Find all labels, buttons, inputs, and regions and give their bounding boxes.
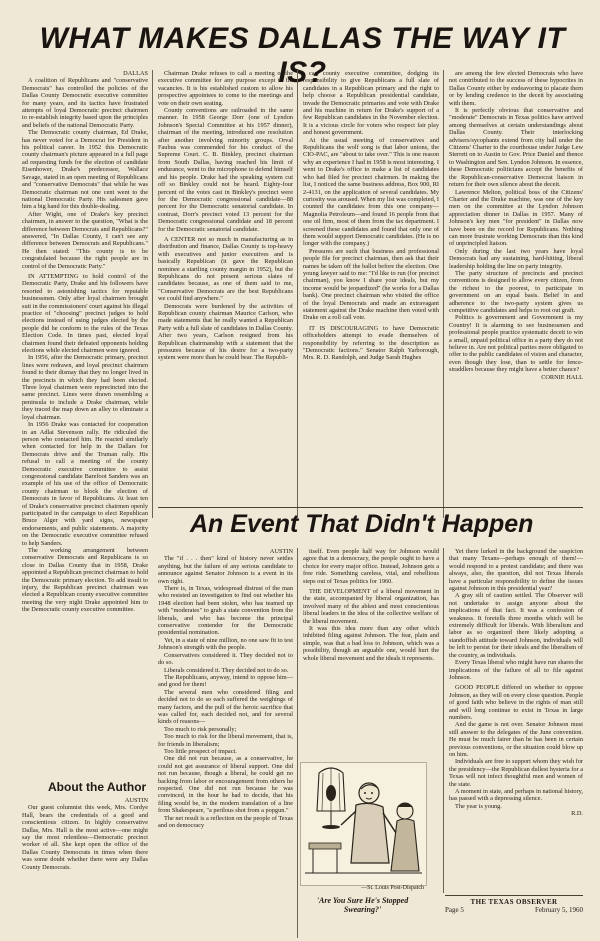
about-author-box [22, 797, 148, 937]
article1-column3 [303, 70, 439, 510]
article2-paragraph: THE DEVELOPMENT of a liberal movement in the state, accompanied by liberal organization, has involved many of the ablest and most conscientious liberal leaders in the idea of the collective welfare of the liberal movement. [303, 588, 439, 625]
article2-paragraph: The "if . . . then" kind of history never settles anything, but the failure of any serious candidate to announce against Senator Johnson is a event in its own right. [158, 555, 293, 585]
article1-paragraph: IN ATTEMPTING to hold control of the Democratic Party, Drake and his followers have resorted to astonishing tactics for reputable businessmen. Only after loyal chairmen brought suit in the commissioners' court against his illegal practice of "choosing" precinct judges to hold elections instead of using judges elected by the people did he conform to the rules of the Texas Election Code. In times past, elected loyal chairmen found their defeated opponents holding elections while elected chairmen were ignored. [22, 272, 148, 355]
cartoon-drawing [301, 763, 426, 885]
cartoon-caption: 'Are You Sure He's Stopped Swearing?' [316, 896, 409, 914]
article1-dateline: DALLAS [123, 70, 148, 77]
article2-column2 [158, 548, 293, 936]
article2-paragraph: Yet, in a state of nine million, no one saw fit to test Johnson's strength with the people. [158, 636, 293, 652]
article1-column2 [158, 70, 293, 510]
article2-paragraph: A gray silt of caution settled. The Observer will not undertake to assign anyone about the implications of that fact. It was a confession of weakness. It foretells three months which will be extremely difficult for liberals. With liberalism and labor as so organized there likely adopting a standoffish attitude toward Johnson, individuals will be left to persist for their ideals and the liberalism of the country, as individuals. [449, 592, 583, 659]
section-divider [158, 507, 583, 508]
about-author-heading: About the Author [48, 780, 147, 794]
footer-rule [445, 895, 583, 896]
about-dateline: AUSTIN [124, 797, 148, 804]
article2-paragraph: One did not run because, as a conservative, he could not get assurance of liberal support. One did not run because, though a liberal, he could get no backing from labor or encouragement from others he respected. One did not run because he was convinced, in the hour he had to decide, that his filing would be, in the modern translation of a line from Shakespeare, "a perilous shot from a popgun." [158, 755, 293, 815]
article2-column4 [449, 548, 583, 893]
page-footer [445, 898, 583, 914]
article2-paragraph: Yet there lurked in the background the suspicion that many Texans—perhaps enough of them!—would respond to a protest candidate; and there was always, also, the question, did not Texas liberals have a particular responsibility to define the issues against Johnson in this presidential year? [449, 548, 583, 593]
article1-paragraph: IT IS DISCOURAGING to have Democratic officeholders attempt to evade themselves of responsibility by referring to the description as "Democratic factions." Senator Ralph Yarborough, Mrs. R. D. Randolph, and Judge Sarah Hughes [303, 324, 439, 362]
column-rule [443, 548, 444, 893]
about-paragraph: Our guest columnist this week, Mrs. Cordye Hall, bears the credentials of a good and conscientious citizen. In highly conservative Dallas, Mrs. Hall is the most active—one might say the most relentless—Democratic precinct worker of all. She kept open the office of the Dallas County Democrats in times when there was some doubt whether there were any Dallas County Democrats. [22, 804, 148, 871]
article1-paragraph: County conventions are railroaded in the same manner. In 1958 George Dorr (one of Lyndon Johnson's Special Committee at his 1957 dinner), chairman of the meeting, introduced one resolution after another involving minority groups. Orval Faubus was commended for his conduct of the Supreme Court. C. B. Binkley, precinct chairman from South Dallas, having reached his limit of endurance, went to the microphone to defend himself and his people. Drake had the speaking system cut off so Binkley could not be heard. Eighty-four percent of the votes cast in Binkley's precinct were for the Democratic congressional candidate—88 percent for the Democratic senatorial candidate. In contrast, Dorr's precinct voted 13 percent for the Democratic congressional candidate and 18 percent for the Democratic senatorial candidate. [158, 107, 293, 233]
article2-paragraph: Every Texas liberal who might have run shares the implications of the failure of all to file against Johnson. [449, 659, 583, 681]
article2-paragraph: Too much to risk personally; [164, 725, 237, 733]
article2-paragraph: The Republicans, anyway, intend to oppose him—and good for them! [158, 673, 293, 689]
article1-paragraph: The party structure of precincts and precinct conventions is designed to allow every citizen, from the richest to the poorest, to participate in government on an equal basis. Belief in and adherence to the two-party system gives us competitive candidates and helps to root out graft. [449, 269, 583, 314]
article2-paragraph: Too much to risk for the liberal movement, that is, for friends in liberalism; [158, 733, 293, 748]
article2-paragraph: The net result is a reflection on the people of Texas and on democracy [158, 814, 293, 830]
article2-paragraph: Too little prospect of impact. [164, 747, 237, 755]
cartoon-credit: —St. Louis Post-Dispatch [361, 885, 424, 891]
column-rule [443, 70, 444, 518]
article2-paragraph: Individuals are free to support whom they wish for the presidency—the Republican dullest hysteria for a Texas will not infect thoughtful men and women of the state. [449, 758, 583, 788]
article1-paragraph: Only during the last two years have loyal Democrats had any sustaining, hard-hitting, liberal leadership holding the line on party integrity. [449, 247, 583, 270]
article2-paragraph: There is, in Texas, widespread distrust of the man who resisted an investigation to find out whether his 1948 election had been stolen, who has teamed up with "moderates" to grab a state convention from the liberals, and who has become the principal conservative contender for the Democratic presidential nomination. [158, 585, 293, 637]
article1-paragraph: In 1956, after the Democratic primary, precinct lines were redrawn, and loyal precinct chairmen found to their dismay that they no longer lived in the precincts in which they had been elected. Three loyal chairmen were reprecincted into the same precinct. Lines were drawn resembling a peninsula to include a Drake chairman, while they traced the map down an alley to eliminate a loyal chairman. [22, 354, 148, 421]
article1-paragraph: It is perfectly obvious that conservative and "moderate" Democrats in Texas politics have arrived among themselves at certain understandings about Dallas County. Their interlocking advisers/sycophants extend from city hall under the Citizens' Charter to the courthouse under Judge Lew Sterrett on to Austin to Gov. Price Daniel and thence to Washington and Sen. Lyndon Johnson. In essence, these Democratic politicians accept the benefits of the Republican-conservative Democrat liaison in return for their own silence about the deceit. [449, 107, 583, 189]
article1-paragraph: can county executive committee, dodging its responsibility to give Republicans a full slate of candidates in a Republican primary and the right to help choose a Republican presidential candidate, invade the Democratic primaries and vote with Drake and his machine in return for Drake's support of a few Republican candidates in the November election. It is a vicious circle for voters who respect fair play and honest government. [303, 70, 439, 137]
article1-paragraph: Politics is government and Government is my Country! It is alarming to see businessmen and professional people practice systematic deceit to win a small, unpaid political office in a party they do not believe in. Are not political parties more obligated to offer to the public candidates of vision and character, even though they lose, than to settle for fence-straddlers because they might have a better chance? [449, 314, 583, 374]
article2-dateline: AUSTIN [269, 548, 293, 555]
page-headline: WHAT MAKES DALLAS THE WAY IT IS? [39, 22, 566, 89]
page-number: Page 5 [445, 906, 464, 914]
article2-paragraph: Liberals considered it. They decided not to do so. [164, 666, 289, 674]
issue-date: February 5, 1960 [534, 906, 583, 914]
column-rule [297, 70, 298, 518]
cartoon-image [300, 762, 427, 886]
article1-signature: CORNIE HALL [541, 373, 583, 381]
publication-name: THE TEXAS OBSERVER [470, 898, 558, 906]
column-rule [297, 548, 298, 938]
article1-paragraph: In 1956 Drake was contacted for cooperation in an Adlai Stevenson rally. He ridiculed the person who contacted him. He reacted similarly when contacted for help in the Dallars for Democrats drive and the Truman rally. His refusal to call a meeting of the county Democratic executive committee to assist congressional candidate Barefoot Sanders was an example of his use of the office of Democratic county chairman to block the election of Democrats in favor of Republicans. At least ten of Drake's conservative precinct chairmen openly participated in the campaign to elect Republican Bruce Alger with yard signs, newspaper endorsements, and public statements. A majority on the Democratic executive committee refused to help Sanders. [22, 421, 148, 547]
article2-paragraph: The year is young. [455, 802, 502, 810]
article1-paragraph: A coalition of Republicans and "conservative Democrats" has controlled the policies of the Dallas County Democratic executive committee for many years, and its tactics have frustrated attempts of loyal Democratic precinct chairmen to re-establish integrity based upon the principles and beliefs of the national Democratic Party. [22, 77, 148, 129]
article2-paragraph: The several men who considered filing and decided not to do so each suffered the weighings of many factors, and the pull of the heroic sacrifice that was called for, each decided not, and for several kinds of reasons— [158, 688, 293, 726]
article2-paragraph: itself. Even people half way for Johnson would agree that in a democracy, the people ought to have a choice for every major office. Instead, Johnson gets a free ride. Something careless, vital, and rebellious steps out of Texas politics for 1960. [303, 548, 439, 585]
article1-paragraph: Chairman Drake refuses to call a meeting of the executive committee for any purpose except to fill vacancies. It is his established custom to allow his prospective appointees to come to the meetings and vote on their own seating. [158, 70, 293, 107]
article1-paragraph: After Wight, one of Drake's key precinct chairmen, in answer to the question, "What is the difference between Democrats and Republicans?" answered, "In Dallas County, I can't see any difference between Democrats and Republicans." He then stated: "This county is to be congratulated because the right people are in control of the Democratic Party." [22, 210, 148, 270]
article2-column3 [303, 548, 439, 756]
article2-paragraph: GOOD PEOPLE differed on whether to oppose Johnson, as they will on every close question. People of good faith who believe in the rights of man still and will long continue to exist in Texas in large numbers. [449, 684, 583, 721]
article2-paragraph: Conservatives considered it. They decided not to do so. [158, 651, 293, 667]
article1-paragraph: Democrats were burdened by the activities of Republican county chairman Maurice Carlson, who made statements that he really wanted a Republican Party with a full slate of candidates in Dallas County. After two years, Carlson resigned from his Republican chairmanship with a statement that the pressures because of his desire for a two-party system were more than he could bear. The Republi- [158, 302, 293, 362]
article1-paragraph: Lawrence Melton, political boss of the Citizens' Charter and the Drake machine, was one of the key men on the committee at the Lyndon Johnson appreciation dinner in Dallas in 1957. Many of Johnson's key men "for president" in Dallas now have been on the record for Republicans. Nothing can more frustrate working Democrats than this kind of unprincipled liaison. [449, 188, 583, 248]
article1-paragraph: At the usual meeting of conservatives and Republicans the wolf song is that labor unions, the CIO-PAC, are "about to take over." This is one reason why an experience I had in 1958 is most interesting. I went to Drake's office to make a list of candidates who had filed for precinct chairmen. In making the list, I noticed the same business address, Box 900, RI 2-4131, on the application of several candidates. My curiosity was aroused. When my list was completed, I counted the candidates from this one company—Magnolia Petroleum—and found 16 people from that one oil firm, most of them from the tax department. I screened these candidates and found that only one of them would support Democratic candidates. (He is no longer with the company.) [303, 136, 439, 248]
second-headline: An Event That Didn't Happen [190, 510, 534, 538]
article1-paragraph: Pressures are such that business and professional people file for precinct chairman, then ask that their names be taken off the ballot before the election. One young lawyer said to me: "I'd like to run (for precinct chairman), you know I share your ideals, but my income would be jeopardized" (he works for a Dallas bank). One precinct chairman who visited the office of the loyal Democrats and made an extravagant statement against the Drake machine then voted with Drake on a roll call vote. [303, 247, 439, 322]
article1-column4 [449, 70, 583, 510]
article2-paragraph: And the game is not over. Senator Johnson must still answer to the delegates of the June convention. He must be much fairer than he has been in certain previous conventions, or the situation could blow up on him. [449, 721, 583, 758]
column-rule [152, 70, 153, 518]
article1-paragraph: are among the few elected Democrats who have not contributed to the success of these hypocrites in Dallas County either by endeavoring to placate them or by lending credence to the deceit by associating with them. [449, 70, 583, 107]
article1-paragraph: The Democratic county chairman, Ed Drake, has never voted for a Democrat for President in his political career. In 1952 this Democratic county chairman's picture appeared in a full page ad requesting funds for the election of candidate Eisenhower, Drake's predecessor, Wallace Savage, stated in an open meeting of Republicans and "conservative Democrats" that while he was Democratic chairman not one cent went to the national Democratic Party. His salesmen gave him a big hand for this double-dealing. [22, 129, 148, 211]
article2-paragraph: It was this idea more than any other which inhibited filing against Johnson. The fear, plain and simple, was that a bad loss to Johnson, which was a possibility, though an arguable one, would hurt the whole liberal movement and the ideals it represents. [303, 625, 439, 662]
article1-paragraph: A CENTER not so much in manufacturing as in distribution and finance, Dallas County is top-heavy with executives and junior executives and is basically Republican (it gave the Republican nominee a startling county margin in 1952), but the Republicans do not present serious slates of candidates because, as one of them said to me, "Conservative Democrats are the best Republicans we could find anywhere." [158, 235, 293, 303]
article2-signature: R.D. [571, 810, 583, 818]
article2-paragraph: A moment in state, and perhaps in national history, has passed with a depressing silence. [449, 788, 583, 803]
article1-paragraph: The working arrangement between conservative Democrats and Republicans is so close in Dallas County that in 1958, Drake appointed a Republican precinct chairman to hold the Democratic primary election. To add insult to injury, the Republican precinct chairman was elected a Republican county executive committee meeting the very night Drake appointed him to the Democratic county executive committee. [22, 547, 148, 614]
